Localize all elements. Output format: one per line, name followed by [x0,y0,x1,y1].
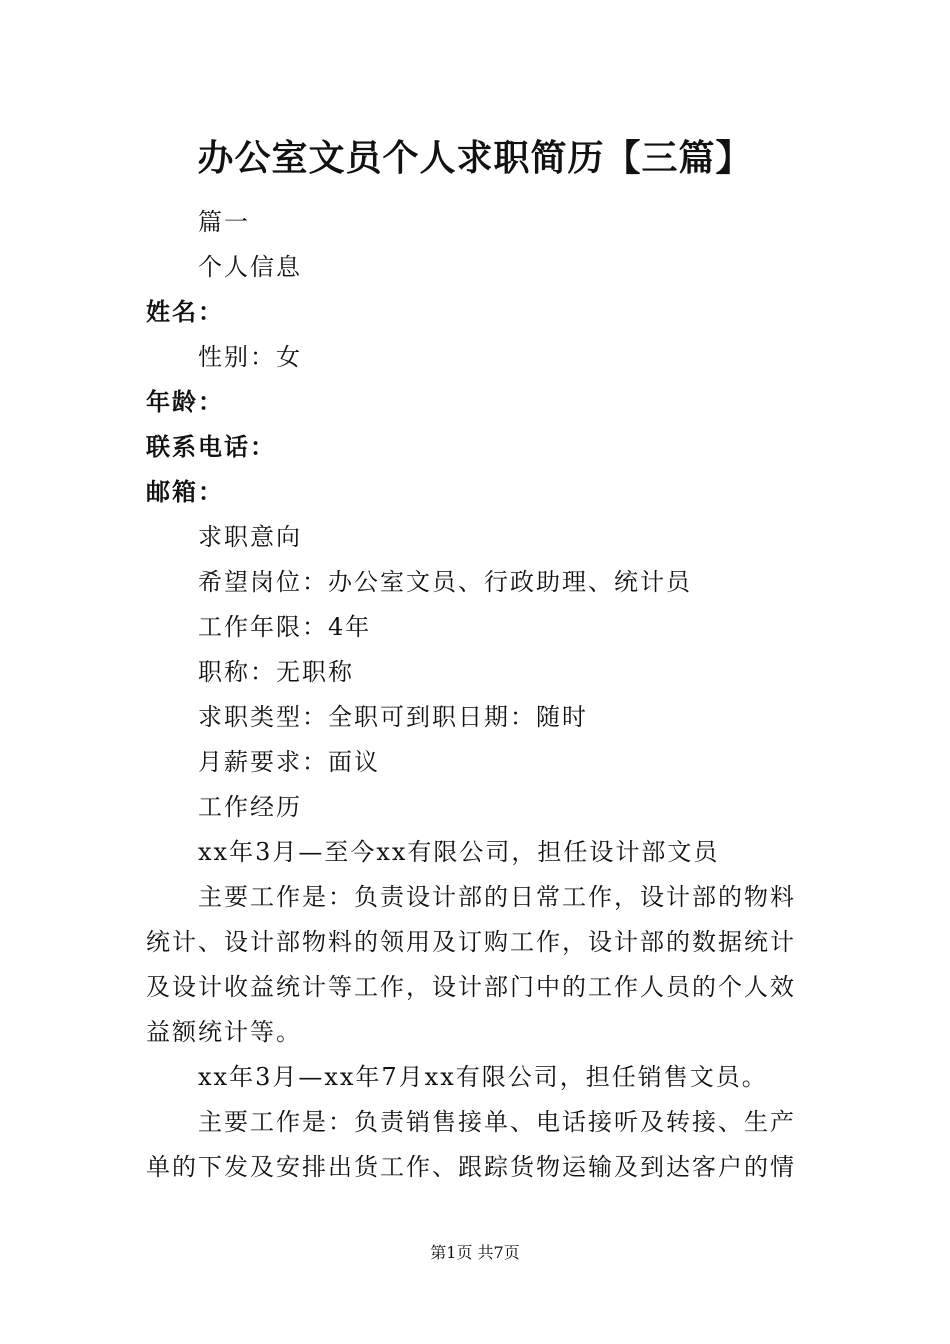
section-heading-personal-info: 个人信息 [198,253,302,281]
field-email: 邮箱： [146,478,224,506]
field-phone: 联系电话： [146,433,276,461]
experience-entry-1: xx年3月—至今xx有限公司，担任设计部文员 [198,838,720,866]
field-job-type: 求职类型：全职可到职日期：随时 [198,703,588,731]
field-desired-position: 希望岗位：办公室文员、行政助理、统计员 [198,568,692,596]
section-heading-part-one: 篇一 [198,208,250,236]
document-body [146,200,808,1190]
section-heading-job-intention: 求职意向 [198,523,302,551]
document-title: 办公室文员个人求职简历【三篇】 [197,137,753,179]
experience-duties-2: 主要工作是：负责销售接单、电话接听及转接、生产单的下发及安排出货工作、跟踪货物运输及到达客户的情 [146,1108,796,1181]
experience-duties-1: 主要工作是：负责设计部的日常工作，设计部的物料统计、设计部物料的领用及订购工作，设计部的数据统计及设计收益统计等工作，设计部门中的工作人员的个人效益额统计等。 [146,883,796,1046]
section-heading-work-experience: 工作经历 [198,793,302,821]
experience-entry-2: xx年3月—xx年7月xx有限公司，担任销售文员。 [198,1063,768,1091]
field-work-years: 工作年限：4年 [198,613,372,641]
field-name: 姓名： [146,298,224,326]
field-salary: 月薪要求：面议 [198,748,380,776]
field-professional-title: 职称：无职称 [198,658,354,686]
page-footer: 第1页 共7页 [430,1243,520,1262]
field-gender: 性别：女 [198,343,302,371]
field-age: 年龄： [146,388,224,416]
